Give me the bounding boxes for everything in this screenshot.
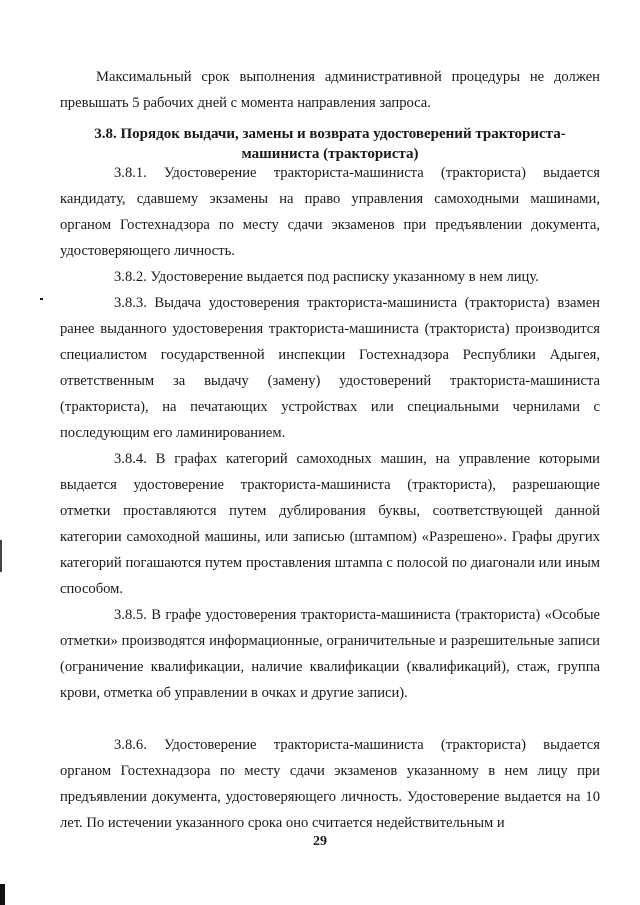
paragraph-3-8-1: 3.8.1. Удостоверение тракториста-машиниста (тракториста) выдается кандидату, сдавшему экзамены на право управления самоходными машинами, органом Гостехнадзора по месту сдачи экзаменов при предъявлении документа, удостоверяющего личность. — [60, 165, 600, 259]
scan-mark-left-edge — [0, 540, 2, 572]
paragraph-3-8-4: 3.8.4. В графах категорий самоходных машин, на управление которыми выдается удостоверение тракториста-машиниста (тракториста), разрешающие отметки проставляются путем дублирования буквы, соответствующей данной категории самоходной машины, или записью (штампом) «Разрешено». Графы других категорий погашаются путем проставления штампа с полосой по диагонали или иным способом. — [60, 451, 600, 597]
scan-mark-bottom-corner — [0, 884, 5, 905]
paragraph-3-8-3: 3.8.3. Выдача удостоверения тракториста-машиниста (тракториста) взамен ранее выданного удостоверения тракториста-машиниста (тракториста) производится специалистом государственной инспекции Гостехнадзора Республики Адыгея, ответственным за выдачу (замену) удостоверений тракториста-машиниста (тракториста), на печатающих устройствах или специальными чернилами с последующим его ламинированием. — [60, 295, 600, 441]
section-heading-line-1: 3.8. Порядок выдачи, замены и возврата удостоверений тракториста- — [94, 126, 566, 142]
paragraph-3-8-6: 3.8.6. Удостоверение тракториста-машиниста (тракториста) выдается органом Гостехнадзора по месту сдачи экзаменов указанному в нем лицу при предъявлении документа, удостоверяющего личность. Удостоверение выдается на 10 лет. По истечении указанного срока оно считается недействительным и — [60, 737, 600, 831]
section-heading-line-2: машиниста (тракториста) — [241, 146, 419, 162]
intro-paragraph: Максимальный срок выполнения административной процедуры не должен превышать 5 рабочих дней с момента направления запроса. — [60, 69, 600, 111]
section-heading — [60, 124, 600, 164]
paragraph-3-8-5: 3.8.5. В графе удостоверения тракториста-машиниста (тракториста) «Особые отметки» производятся информационные, ограничительные и разрешительные записи (ограничение квалификации, наличие квалификации (квалификаций), стаж, группа крови, отметка об управлении в очках и другие записи). — [60, 607, 600, 701]
paragraph-3-8-2: 3.8.2. Удостоверение выдается под расписку указанному в нем лицу. — [114, 269, 539, 285]
scan-mark-dash — [40, 298, 43, 300]
page-number: 29 — [313, 834, 327, 849]
